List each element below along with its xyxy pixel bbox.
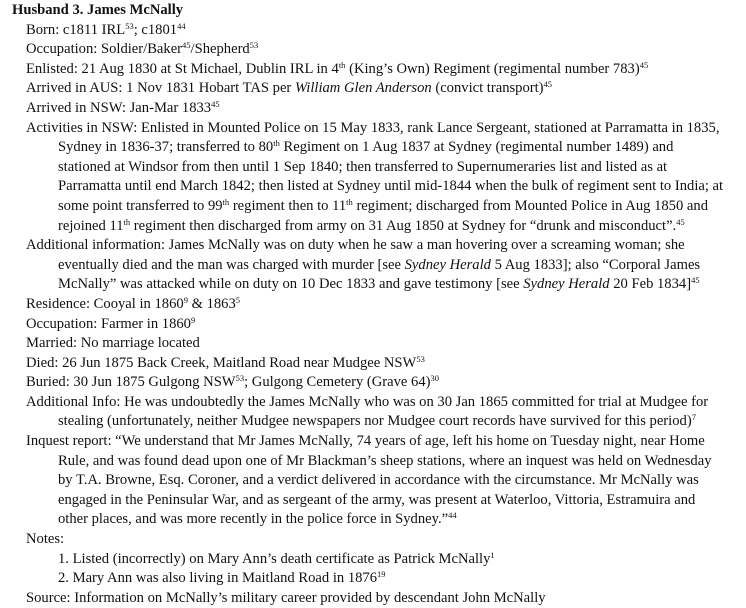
- source-text: Information on McNally’s military career provided by descendant John McNally: [70, 589, 546, 606]
- buried-label: Buried:: [26, 374, 70, 391]
- enlisted-label: Enlisted:: [26, 60, 78, 77]
- occupation2-label: Occupation:: [26, 315, 98, 332]
- ordinal-suffix: th: [338, 59, 346, 70]
- activities-text: regiment then to 11: [229, 197, 347, 214]
- footnote-ref: 53: [249, 40, 259, 51]
- arrived-nsw-value: Jan-Mar 1833: [125, 99, 212, 116]
- note-text: 1. Listed (incorrectly) on Mary Ann’s death certificate as Patrick McNally: [58, 550, 491, 567]
- additional-information-text: 20 Feb 1834]: [609, 276, 692, 293]
- residence-value: Cooyal in 1860: [90, 295, 184, 312]
- note-item: [58, 569, 746, 589]
- ordinal-suffix: th: [273, 138, 280, 149]
- note-item: [58, 550, 746, 570]
- ship-name: William Glen Anderson: [294, 80, 432, 97]
- footnote-ref: 53: [125, 20, 134, 31]
- occupation-entry: [26, 40, 726, 60]
- arrived-nsw-label: Arrived in NSW:: [26, 99, 126, 116]
- activities-entry: [26, 119, 726, 237]
- married-label: Married:: [26, 335, 78, 352]
- newspaper-title: Sydney Herald: [404, 256, 491, 273]
- buried-entry: [26, 373, 726, 393]
- footnote-ref: 44: [448, 510, 457, 521]
- married-entry: [26, 334, 726, 354]
- arrived-nsw-entry: [26, 99, 726, 119]
- buried-value-2: ; Gulgong Cemetery (Grave 64): [244, 374, 431, 391]
- born-entry: [26, 21, 726, 41]
- married-value: No marriage located: [77, 335, 200, 352]
- footnote-ref: 9: [190, 314, 196, 325]
- ordinal-suffix: th: [222, 196, 230, 207]
- newspaper-title: Sydney Herald: [523, 276, 610, 293]
- born-value-alt: ; c1801: [133, 21, 178, 38]
- additional-info-text: He was undoubtedly the James McNally who was on 30 Jan 1865 committed for trial at Mudgee for stealing (unfortunately, neither Mudgee newspapers nor Mudgee court records have survived for this period): [58, 393, 709, 430]
- activities-text: regiment; discharged from Mounted Police in Aug 1850 and rejoined 11: [58, 197, 708, 234]
- additional-info-entry: [26, 393, 726, 432]
- enlisted-entry: [26, 60, 726, 80]
- residence-entry: [26, 295, 726, 315]
- footnote-ref: 45: [182, 40, 191, 51]
- inquest-entry: [26, 432, 726, 530]
- footnote-ref: 45: [543, 79, 553, 90]
- footnote-ref: 1: [490, 549, 495, 560]
- additional-information-entry: [26, 236, 726, 295]
- footnote-ref: 45: [691, 275, 700, 286]
- source-entry: [26, 589, 726, 608]
- footnote-ref: 30: [430, 373, 440, 384]
- born-value: c1811 IRL: [59, 21, 126, 38]
- occupation-value-2: /Shepherd: [190, 41, 250, 58]
- footnote-ref: 7: [691, 412, 696, 423]
- arrived-aus-value-2: (convict transport): [431, 80, 544, 97]
- ordinal-suffix: th: [123, 216, 131, 227]
- occupation-value: Soldier/Baker: [97, 41, 183, 58]
- notes-label: Notes:: [26, 531, 65, 548]
- residence-value-2: & 1863: [187, 295, 236, 312]
- occupation-label: Occupation:: [26, 41, 98, 58]
- residence-label: Residence:: [26, 295, 91, 312]
- ordinal-suffix: th: [346, 196, 353, 207]
- born-label: Born:: [26, 21, 60, 38]
- enlisted-value-2: (King’s Own) Regiment (regimental number 783): [345, 60, 640, 77]
- footnote-ref: 45: [676, 216, 685, 227]
- arrived-aus-label: Arrived in AUS:: [26, 80, 123, 97]
- occupation2-entry: [26, 315, 726, 335]
- note-text: 2. Mary Ann was also living in Maitland Road in 1876: [58, 570, 378, 587]
- footnote-ref: 53: [416, 353, 425, 364]
- footnote-ref: 53: [235, 373, 245, 384]
- died-label: Died:: [26, 354, 59, 371]
- document: [0, 1, 746, 608]
- additional-information-text: 5 Aug 1833]; also “Corporal James McNally” was attacked while on duty on 10 Dec 1833 and gave testimony [see: [58, 256, 701, 293]
- occupation2-value: Farmer in 1860: [97, 315, 191, 332]
- source-label: Source:: [26, 589, 71, 606]
- died-value: 26 Jun 1875 Back Creek, Maitland Road near Mudgee NSW: [58, 354, 417, 371]
- enlisted-value: 21 Aug 1830 at St Michael, Dublin IRL in 4: [77, 60, 339, 77]
- additional-info-label: Additional Info:: [26, 393, 121, 410]
- page-title: Husband 3. James McNally: [12, 2, 184, 18]
- footnote-ref: 5: [235, 294, 241, 305]
- footnote-ref: 19: [377, 569, 386, 580]
- died-entry: [26, 354, 726, 374]
- footnote-ref: 45: [211, 98, 220, 109]
- footnote-ref: 45: [639, 59, 649, 70]
- arrived-aus-entry: [26, 79, 726, 99]
- inquest-label: Inquest report:: [26, 433, 112, 450]
- activities-text: regiment then discharged from army on 31 Aug 1850 at Sydney for “drunk and misconduct”.: [130, 217, 677, 234]
- footnote-ref: 9: [183, 294, 188, 305]
- additional-information-label: Additional information:: [26, 237, 166, 254]
- activities-text: Enlisted in Mounted Police on 15 May 1833, rank Lance Sergeant, stationed at Parramatta in 1835, Sydney in 1836-37; transferred to 80: [58, 119, 720, 156]
- inquest-text: “We understand that Mr James McNally, 74 years of age, left his home on Tuesday night, near Home Rule, and was found dead upon one of Mr Blackman’s sheep stations, where an inquest was held on Wednesday by T.A. Browne, Esq. Coroner, and a verdict delivered in accordance with the circumstance. Mr McNally was engaged in the Peninsular War, and as sergeant of the army, was present at Waterloo, Vittoria, Estramuira and other places, and was more recently in the police force in Sydney.”: [58, 433, 712, 528]
- additional-information-text: James McNally was on duty when he saw a man hovering over a screaming woman; she eventually died and the man was charged with murder [see: [58, 237, 685, 273]
- activities-label: Activities in NSW:: [26, 119, 138, 136]
- buried-value: 30 Jun 1875 Gulgong NSW: [69, 374, 236, 391]
- activities-text: Regiment on 1 Aug 1837 at Sydney (regimental number 1489) and stationed at Windsor from then until 1 Sep 1840; then transferred to Supernumeraries list and listed as at Parramatta until end March 1842; then listed at Sydney until mid-1844 when the bulk of regiment sent to India; at some point transferred to 99: [58, 139, 724, 214]
- arrived-aus-value: 1 Nov 1831 Hobart TAS per: [122, 80, 295, 97]
- footnote-ref: 44: [177, 20, 186, 31]
- notes-entry: [26, 530, 726, 550]
